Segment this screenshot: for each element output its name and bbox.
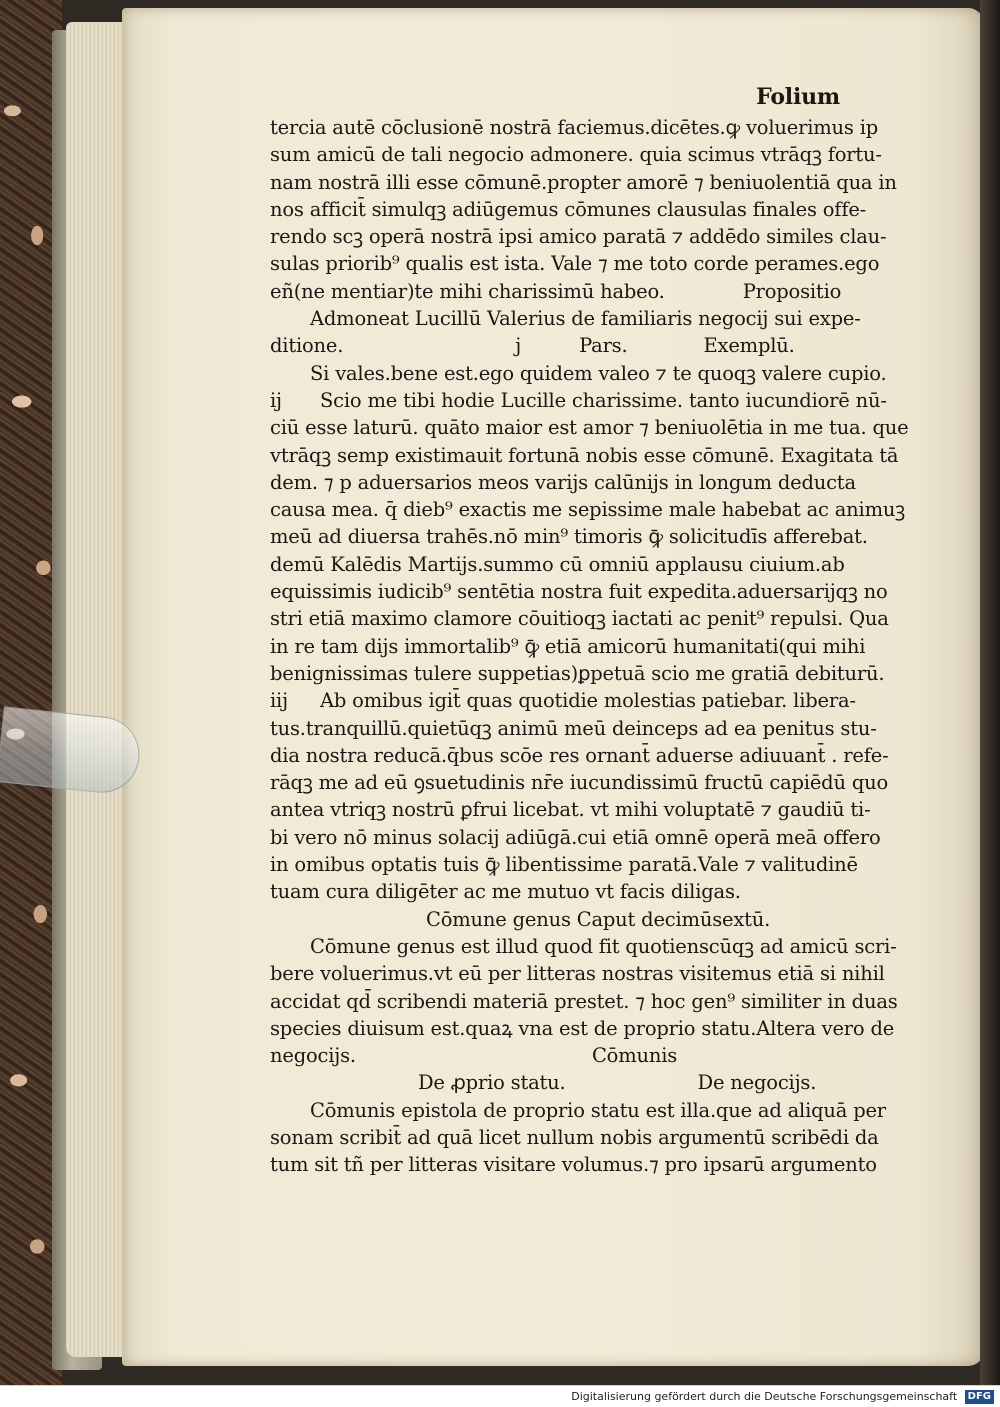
text-line: vtrāqꝫ semp existimauit fortunā nobis esse cōmunē. Exagitata tā <box>270 443 899 467</box>
text-line: in omibus optatis tuis ꝙ̄ libentissime paratā.Vale ⁊ valitudinē <box>270 853 858 877</box>
text-line: causa mea. q̄ dieb⁹ exactis me sepissime male habebat ac animuꝫ <box>270 498 905 522</box>
text-line: rāqꝫ me ad eū ꝯsuetudinis nr̄e iucundissimū fructū capiēdū quo <box>270 771 889 795</box>
text-line: demū Kalēdis Martijs.summo cū omniū applausu ciuium.ab <box>270 552 845 576</box>
footer-credit: Digitalisierung gefördert durch die Deutsche Forschungsgemeinschaft <box>571 1390 958 1403</box>
text-line: bere voluerimus.vt eū per litteras nostras visitemus etiā si nihil <box>270 962 885 986</box>
text-line-content: eñ(ne mentiar)te mihi charissimū habeo. <box>270 279 665 303</box>
dfg-logo: DFG <box>965 1390 994 1404</box>
exemplum-label: Exemplū. <box>703 334 795 358</box>
de-negocijs-label: De negocijs. <box>697 1071 817 1095</box>
text-line <box>270 332 920 359</box>
text-line: tuam cura diligēter ac me mutuo vt facis diligas. <box>270 880 741 904</box>
section-marker-ij: ij <box>270 388 282 412</box>
section-marker: j <box>515 334 522 358</box>
text-line: sum amicū de tali negocio admonere. quia scimus vtrāqꝫ fortu- <box>270 143 882 167</box>
text-line: ciū esse laturū. quāto maior est amor ⁊ beniuolētia in me tua. que <box>270 416 909 440</box>
text-line <box>270 687 920 714</box>
page-text-block <box>270 80 920 1179</box>
text-line: Cōmune genus est illud quod fit quotienscūqꝫ ad amicū scri- <box>310 934 897 958</box>
de-proprio-statu-label: De ꝓprio statu. <box>418 1071 566 1095</box>
text-line: Admoneat Lucillū Valerius de familiaris negocij sui expe- <box>310 307 861 331</box>
division-labels <box>270 1069 920 1096</box>
section-marker-iij: iij <box>270 689 288 713</box>
text-line: nam nostrā illi esse cōmunē.propter amorē ⁊ beniuolentiā qua in <box>270 170 897 194</box>
text-line: meū ad diuersa trahēs.nō min⁹ timoris ꝙ̄ solicitudīs afferebat. <box>270 525 868 549</box>
text-line: Cōmunis epistola de proprio statu est illa.que ad aliquā per <box>310 1098 886 1122</box>
text-line: equissimis iudicib⁹ sentētia nostra fuit expedita.aduersarijqꝫ no <box>270 580 888 604</box>
text-line-content: Ab omibus igit̄ quas quotidie molestias patiebar. libera- <box>320 689 856 713</box>
text-line: in re tam dijs immortalib⁹ ꝙ̄ etiā amicorū humanitati(qui mihi <box>270 634 866 658</box>
text-line: sulas priorib⁹ qualis est ista. Vale ⁊ me toto corde perames.ego <box>270 252 880 276</box>
text-line: tus.tranquillū.quietūqꝫ animū meū deinceps ad ea penitus stu- <box>270 716 877 740</box>
text-line-content: negocijs. <box>270 1044 356 1068</box>
digitization-footer <box>0 1385 1000 1407</box>
running-head: Folium <box>756 84 840 110</box>
communis-label: Cōmunis <box>591 1044 678 1068</box>
text-line-content: ditione. <box>270 334 344 358</box>
page-edges <box>66 22 126 1357</box>
text-line: accidat qd̄ scribendi materiā prestet. ⁊ hoc gen⁹ similiter in duas <box>270 989 898 1013</box>
text-line: dem. ⁊ p aduersarios meos varijs calūnijs in longum deducta <box>270 470 856 494</box>
text-line: benignissimas tulere suppetias)ꝑpetuā scio me gratiā debiturū. <box>270 661 885 685</box>
text-line: Si vales.bene est.ego quidem valeo ⁊ te quoqꝫ valere cupio. <box>310 361 887 385</box>
text-line: tum sit tñ per litteras visitare volumus.⁊ pro ipsarū argumento <box>270 1153 877 1177</box>
text-line: nos afficit̄ simulqꝫ adiūgemus cōmunes clausulas finales offe- <box>270 197 867 221</box>
text-line <box>270 278 920 305</box>
text-line: tercia autē cōclusionē nostrā faciemus.dicētes.ꝙ voluerimus ip <box>270 116 879 139</box>
text-line: rendo scꝫ operā nostrā ipsi amico paratā ⁊ addēdo similes clau- <box>270 225 887 249</box>
text-line: dia nostra reducā.q̄bus scōe res ornant̄ aduerse adiuuant̄ . refe- <box>270 743 889 767</box>
text-line <box>270 1042 920 1069</box>
text-line: stri etiā maximo clamore cōuitioqꝫ iactati ac penit⁹ repulsi. Qua <box>270 607 889 631</box>
chapter-heading: Cōmune genus Caput decimūsextū. <box>426 907 771 931</box>
text-line: species diuisum est.quaꝝ vna est de proprio statu.Altera vero de <box>270 1016 895 1040</box>
book-spine-shadow <box>980 0 1000 1385</box>
text-line: sonam scribit̄ ad quā licet nullum nobis argumentū scribēdi da <box>270 1125 879 1149</box>
text-line-content: Scio me tibi hodie Lucille charissime. tanto iucundiorē nū- <box>320 388 887 412</box>
text-line: antea vtriqꝫ nostrū ꝑfrui licebat. vt mihi voluptatē ⁊ gaudiū ti- <box>270 798 871 822</box>
pars-label: Pars. <box>579 334 628 358</box>
text-line <box>270 387 920 414</box>
text-line: bi vero nō minus solacij adiūgā.cui etiā omnē operā meā offero <box>270 825 881 849</box>
propositio-label: Propositio <box>742 279 842 303</box>
